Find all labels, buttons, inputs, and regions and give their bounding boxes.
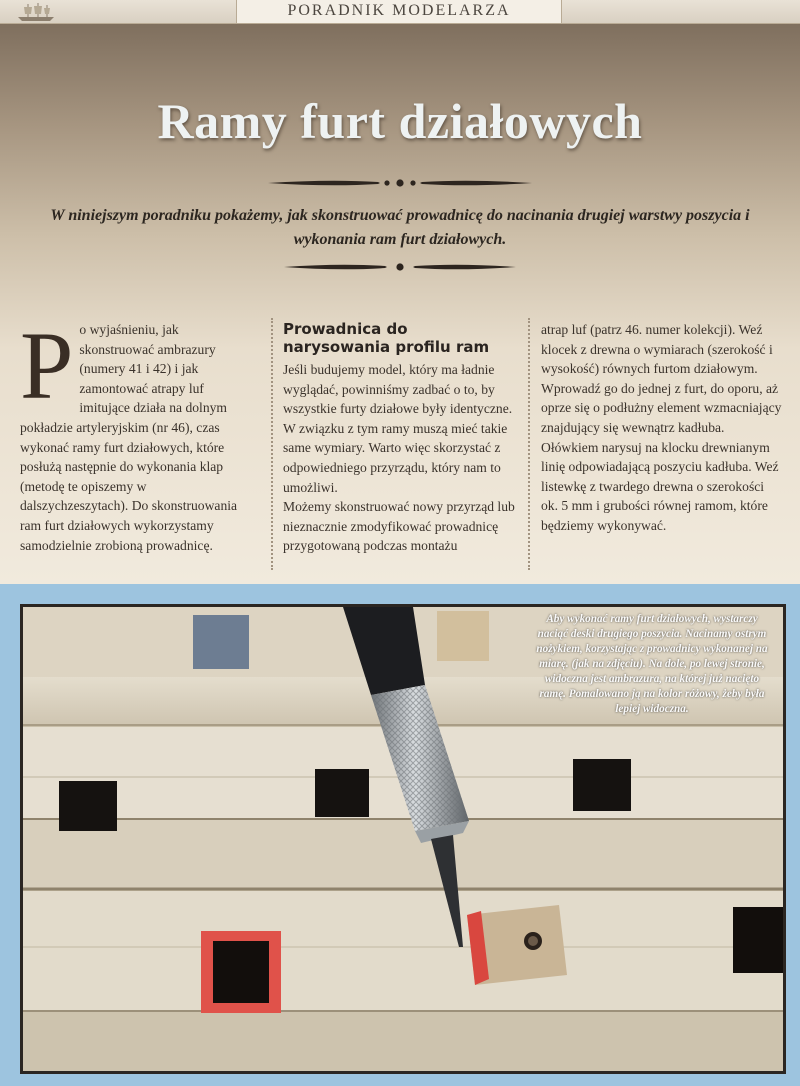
section-heading: Prowadnica do narysowania profilu ram [283,320,490,356]
gunport-mid-2 [315,769,369,817]
ornament-divider-top [0,176,800,190]
column-2-paragraph-2: Możemy skonstruować nowy przyrząd lub nieznacznie zmodyfikować prowadnicę przygotowaną podczas montażu [283,499,515,554]
series-title: PORADNIK MODELARZA [236,0,562,24]
gunport-mid-3 [573,759,631,811]
article-column-2 [283,320,519,556]
header-bar [0,0,800,24]
column-divider-2 [528,318,530,570]
gunport-upper-1 [193,615,249,669]
column-1-text: o wyjaśnieniu, jak skonstruować ambrazury (numery 41 i 42) i jak zamontować atrapy luf imitujące działa na dolnym pokładzie artyleryjskim (nr 46), czas wykonać ramy furt działowych, które posłużą następnie do wykonania klap (metodę te opiszemy w dalszychzeszytach). Do skonstruowania ram furt działowych wykorzystamy samodzielnie zrobioną prowadnicę. [20,322,238,553]
gunport-upper-2 [437,611,489,661]
column-divider-1 [271,318,273,570]
article-column-1 [20,312,252,555]
gunport-lower-right [733,907,783,973]
photo-caption: Aby wykonać ramy furt działowych, wystarczy naciąć deski drugiego poszycia. Nacinamy ostrym nożykiem, korzystając z prowadnicy wykonanej na miarę. (jak na zdjęciu). Na dole, po lewej stronie, widoczna jest ambrazura, na której już nacięto ramę. Pomalowano ją na kolor różowy, żeby była lepiej widoczna. [536,613,768,715]
drop-cap: P [20,312,74,419]
ornament-divider-bottom [0,260,800,274]
column-2-paragraph-1: Jeśli budujemy model, który ma ładnie wyglądać, powinniśmy zadbać o to, by wszystkie furty działowe były identyczne. W związku z tym ramy muszą mieć takie same wymiary. Warto więc skorzystać z odpowiedniego przyrządu, który nam to umożliwi. [283,362,513,495]
photo-hull-planking [20,604,786,1074]
column-3-text: atrap luf (patrz 46. numer kolekcji). Weź klocek z drewna o wymiarach (szerokość i wysokość) równych furtom działowym. Wprowadź go do jednej z furt, do oporu, aż oprze się o podłużny element wzmacniający znajdujący się wewnątrz kadłuba. Ołówkiem narysuj na klocku drewnianym linię odpowiadającą poszyciu kadłuba. Weź listewkę z twardego drewna o szerokości ok. 5 mm i grubości równej ramom, które będziemy wykonywać. [541,322,782,533]
ship-logo-icon [14,2,58,22]
article-column-3 [541,320,783,536]
page-title: Ramy furt działowych [157,93,643,149]
gunport-mid-1 [59,781,117,831]
lead-paragraph: W niniejszym poradniku pokażemy, jak skonstruować prowadnicę do nacinania drugiej warstwy poszycia i wykonania ram furt działowych. [50,207,750,248]
guide-block [467,905,567,985]
